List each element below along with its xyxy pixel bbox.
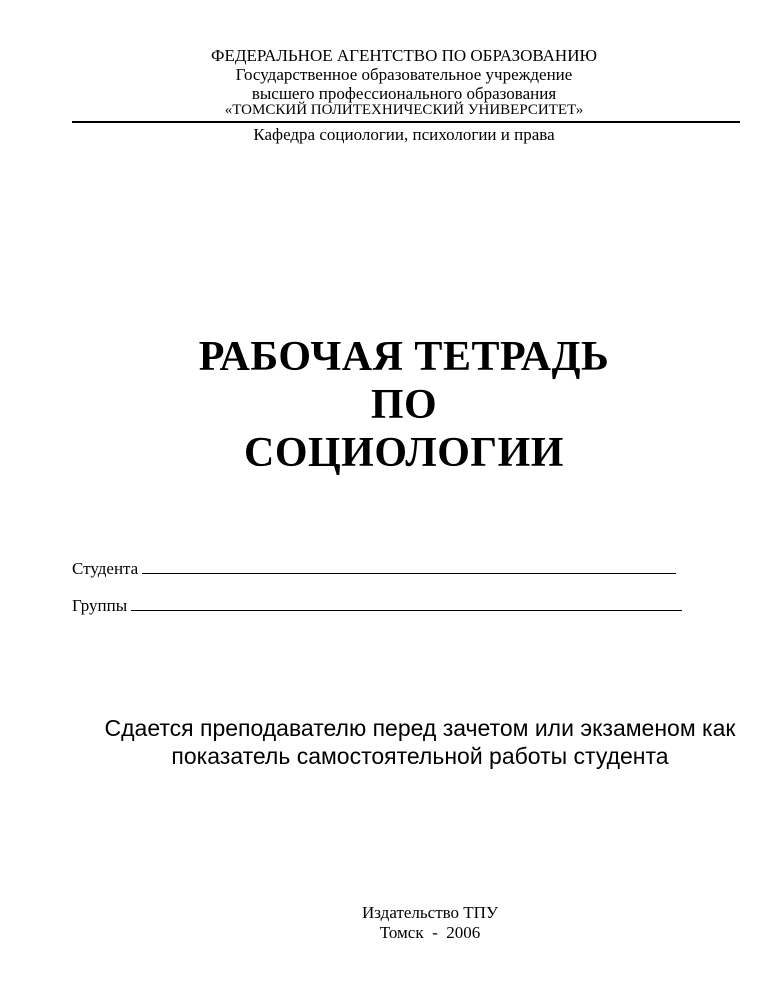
publisher-block [46,903,768,943]
department-name: Кафедра социологии, психологии и права [253,125,555,144]
university-name: «ТОМСКИЙ ПОЛИТЕХНИЧЕСКИЙ УНИВЕРСИТЕТ» [224,102,584,118]
publisher-name: Издательство ТПУ [362,903,498,922]
submission-note-line-1: Сдается преподавателю перед зачетом или экзаменом как [104,715,736,741]
group-field [72,596,682,614]
workbook-title [20,333,768,477]
title-line-2: ПО [370,382,438,428]
student-field [72,559,676,577]
publisher-city-year: Томск - 2006 [379,923,481,942]
submission-note-line-2: показатель самостоятельной работы студента [171,743,669,769]
group-label: Группы [72,596,128,615]
institution-level: высшего профессионального образования [251,84,557,103]
title-line-1: РАБОЧАЯ ТЕТРАДЬ [198,334,610,380]
title-line-3: СОЦИОЛОГИИ [244,430,564,476]
student-blank-line [142,559,676,574]
agency-name: ФЕДЕРАЛЬНОЕ АГЕНТСТВО ПО ОБРАЗОВАНИЮ [211,46,597,65]
student-label: Студента [72,559,139,578]
header-divider [72,121,740,123]
institution-type: Государственное образовательное учреждение [235,65,573,84]
submission-note [36,714,768,770]
group-blank-line [131,596,682,611]
